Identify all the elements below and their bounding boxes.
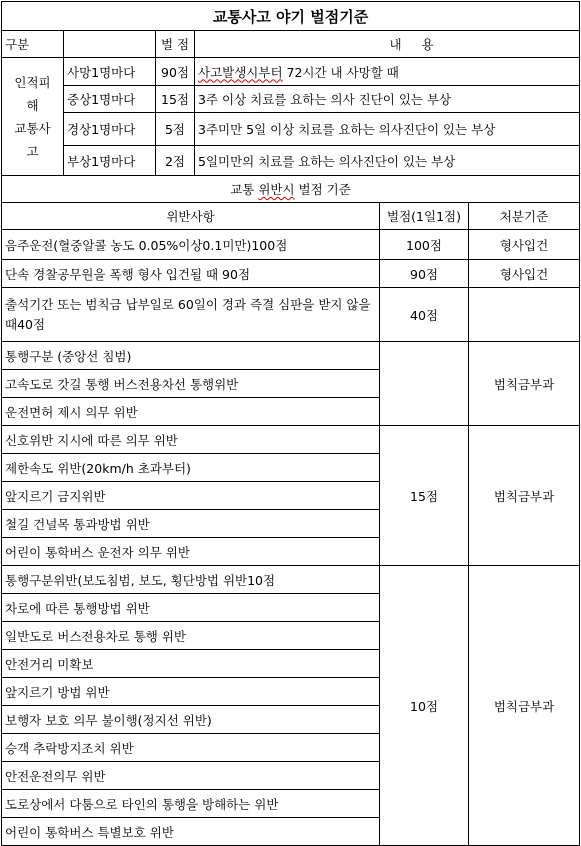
casualty-row	[2, 86, 580, 113]
violation-item: 통행구분위반(보도침범, 보도, 횡단방법 위반10점	[2, 566, 380, 594]
casualty-label: 인적피 해 교통사 고	[2, 58, 64, 176]
violation-points: 100점	[380, 230, 469, 260]
violation-item: 차로에 따른 통행방법 위반	[2, 594, 380, 622]
header-points: 벌 점	[156, 31, 195, 58]
group-penalty: 범칙금부과	[469, 566, 580, 846]
casualty-type: 중상1명마다	[64, 86, 156, 113]
violation-row	[2, 342, 580, 370]
title-row	[2, 2, 580, 31]
violation-item: 통행구분 (중앙선 침범)	[2, 342, 380, 370]
violations-title: 교통 위반시 벌점 기준	[2, 176, 580, 203]
violation-penalty	[469, 288, 580, 342]
violation-points: 40점	[380, 288, 469, 342]
violation-item: 음주운전(혈중알콜 농도 0.05%이상0.1미만)100점	[2, 230, 380, 260]
casualty-desc: 사고발생시부터 72시간 내 사망할 때	[195, 58, 580, 86]
header-item: 위반사항	[2, 203, 380, 230]
casualty-row	[2, 146, 580, 176]
header-row	[2, 31, 580, 58]
violation-item: 신호위반 지시에 따른 의무 위반	[2, 426, 380, 454]
violation-item: 도로상에서 다툼으로 타인의 통행을 방해하는 위반	[2, 790, 380, 818]
casualty-row	[2, 58, 580, 86]
violation-item: 안전운전의무 위반	[2, 762, 380, 790]
violation-row	[2, 426, 580, 454]
header-category: 구분	[2, 31, 64, 58]
casualty-type: 부상1명마다	[64, 146, 156, 176]
violations-title-row	[2, 176, 580, 203]
group-points	[380, 342, 469, 426]
violation-item: 철길 건널목 통과방법 위반	[2, 510, 380, 538]
violation-row	[2, 230, 580, 260]
violation-item: 보행자 보호 의무 불이행(정지선 위반)	[2, 706, 380, 734]
violation-item: 안전거리 미확보	[2, 650, 380, 678]
violation-item: 승객 추락방지조치 위반	[2, 734, 380, 762]
casualty-desc: 3주미만 5일 이상 치료를 요하는 의사진단이 있는 부상	[195, 113, 580, 146]
violation-item: 출석기간 또는 범칙금 납부일로 60일이 경과 즉결 심판을 받지 않을 때40점	[2, 288, 380, 342]
violations-header-row	[2, 203, 580, 230]
casualty-type: 사망1명마다	[64, 58, 156, 86]
violations-table	[1, 175, 580, 846]
violation-penalty: 형사입건	[469, 260, 580, 288]
casualty-points: 2점	[156, 146, 195, 176]
header-points: 벌점(1일1점)	[380, 203, 469, 230]
casualty-points: 90점	[156, 58, 195, 86]
casualty-type: 경상1명마다	[64, 113, 156, 146]
violation-row	[2, 288, 580, 342]
violation-item: 단속 경찰공무원을 폭행 형사 입건될 때 90점	[2, 260, 380, 288]
violation-item: 어린이 통학버스 운전자 의무 위반	[2, 538, 380, 566]
violation-points: 90점	[380, 260, 469, 288]
casualty-row	[2, 113, 580, 146]
violation-item: 일반도로 버스전용차로 통행 위반	[2, 622, 380, 650]
violation-row	[2, 260, 580, 288]
violation-row	[2, 566, 580, 594]
casualty-desc: 3주 이상 치료를 요하는 의사 진단이 있는 부상	[195, 86, 580, 113]
casualty-desc: 5일미만의 치료를 요하는 의사진단이 있는 부상	[195, 146, 580, 176]
violation-item: 고속도로 갓길 통행 버스전용차선 통행위반	[2, 370, 380, 398]
page-title: 교통사고 야기 벌점기준	[2, 2, 580, 31]
violation-item: 앞지르기 방법 위반	[2, 678, 380, 706]
group-penalty: 범칙금부과	[469, 426, 580, 566]
violation-penalty: 형사입건	[469, 230, 580, 260]
casualty-points: 5점	[156, 113, 195, 146]
casualty-table	[1, 1, 580, 176]
violation-item: 제한속도 위반(20km/h 초과부터)	[2, 454, 380, 482]
header-content: 내 용	[195, 31, 580, 58]
group-points: 10점	[380, 566, 469, 846]
casualty-points: 15점	[156, 86, 195, 113]
group-points: 15점	[380, 426, 469, 566]
violation-item: 어린이 통학버스 특별보호 위반	[2, 818, 380, 846]
header-penalty: 처분기준	[469, 203, 580, 230]
violation-item: 운전면허 제시 의무 위반	[2, 398, 380, 426]
header-blank	[64, 31, 156, 58]
group-penalty: 범칙금부과	[469, 342, 580, 426]
violation-item: 앞지르기 금지위반	[2, 482, 380, 510]
